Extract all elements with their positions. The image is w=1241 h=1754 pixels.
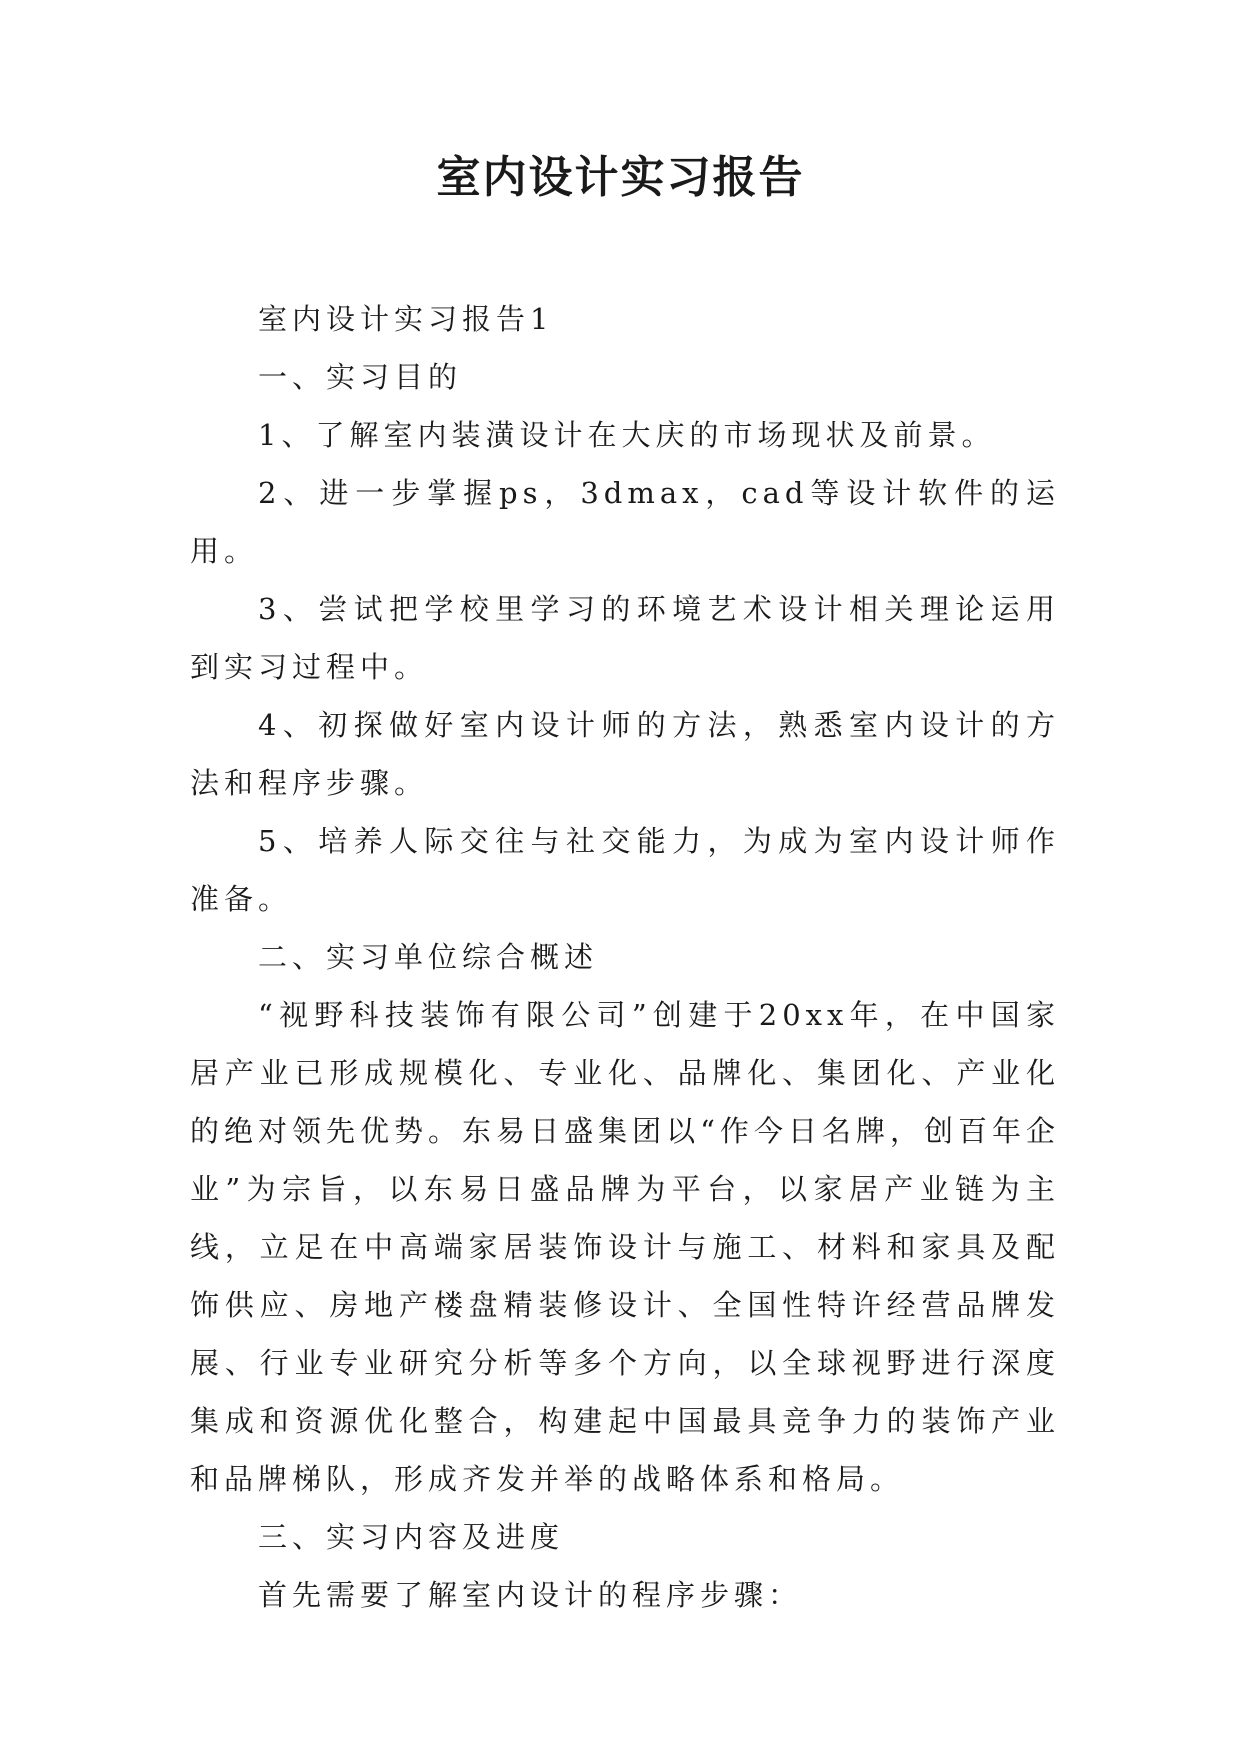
report-heading: 室内设计实习报告1 <box>258 302 554 336</box>
document-title: 室内设计实习报告 <box>436 152 805 203</box>
purpose-item-2: 2、进一步掌握ps，3dmax，cad等设计软件的运用。 <box>190 476 1060 568</box>
section-heading-company: 二、实习单位综合概述 <box>258 940 599 974</box>
purpose-item-3: 3、尝试把学校里学习的环境艺术设计相关理论运用到实习过程中。 <box>190 592 1060 684</box>
purpose-item-1: 1、了解室内装潢设计在大庆的市场现状及前景。 <box>258 418 996 452</box>
purpose-item-4: 4、初探做好室内设计师的方法，熟悉室内设计的方法和程序步骤。 <box>190 708 1060 800</box>
section-heading-purpose: 一、实习目的 <box>258 360 463 394</box>
document-body <box>190 290 1060 1624</box>
company-overview-paragraph: “视野科技装饰有限公司”创建于20xx年，在中国家居产业已形成规模化、专业化、品牌化、集团化、产业化的绝对领先优势。东易日盛集团以“作今日名牌，创百年企业”为宗旨，以东易日盛品牌为平台，以家居产业链为主线，立足在中高端家居装饰设计与施工、材料和家具及配饰供应、房地产楼盘精装修设计、全国性特许经营品牌发展、行业专业研究分析等多个方向，以全球视野进行深度集成和资源优化整合，构建起中国最具竞争力的装饰产业和品牌梯队，形成齐发并举的战略体系和格局。 <box>190 998 1060 1496</box>
content-intro-paragraph: 首先需要了解室内设计的程序步骤： <box>258 1578 803 1612</box>
section-heading-content: 三、实习内容及进度 <box>258 1520 565 1554</box>
purpose-item-5: 5、培养人际交往与社交能力，为成为室内设计师作准备。 <box>190 824 1060 916</box>
